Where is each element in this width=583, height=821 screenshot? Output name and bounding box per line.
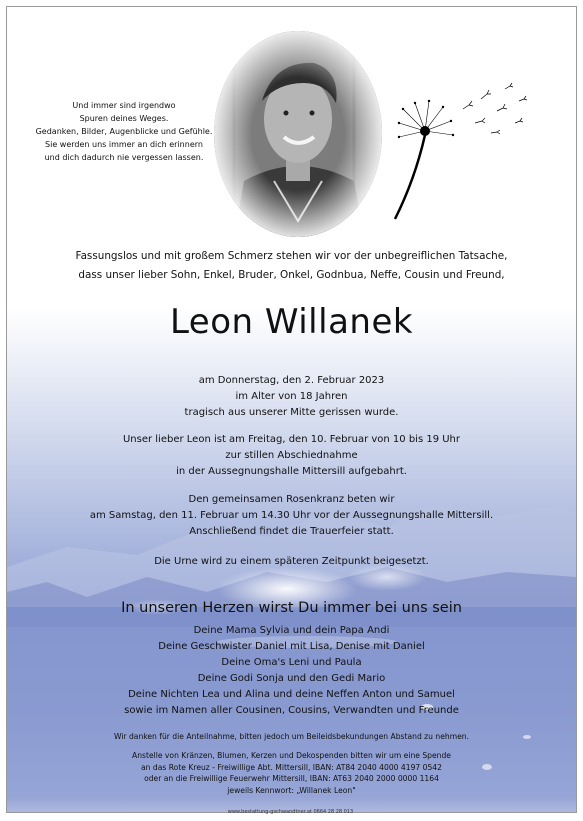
urn-paragraph bbox=[7, 554, 576, 570]
donation-line: jeweils Kennwort: „Willanek Leon" bbox=[227, 785, 356, 795]
paragraph-line: am Samstag, den 11. Februar um 14.30 Uhr vor der Aussegnungshalle Mittersill. bbox=[89, 510, 494, 521]
intro-text bbox=[7, 247, 576, 285]
family-line: sowie im Namen aller Cousinen, Cousins, Verwandten und Freunde bbox=[124, 705, 459, 716]
paragraph-line: Unser lieber Leon ist am Freitag, den 10. Februar von 10 bis 19 Uhr bbox=[122, 434, 461, 445]
family-list bbox=[7, 623, 576, 719]
rosary-paragraph bbox=[7, 492, 576, 540]
paragraph-line: im Alter von 18 Jahren bbox=[235, 391, 348, 402]
death-notice-paragraph bbox=[7, 373, 576, 421]
paragraph-line: Anschließend findet die Trauerfeier statt. bbox=[189, 526, 394, 537]
paragraph-line: tragisch aus unserer Mitte gerissen wurde. bbox=[184, 407, 399, 418]
donation-note bbox=[7, 750, 576, 796]
paragraph-line: in der Aussegnungshalle Mittersill aufgebahrt. bbox=[176, 466, 407, 477]
family-line: Deine Geschwister Daniel mit Lisa, Denise mit Daniel bbox=[158, 641, 425, 652]
viewing-paragraph bbox=[7, 432, 576, 480]
paragraph-line: zur stillen Abschiednahme bbox=[225, 450, 358, 461]
obituary-card bbox=[6, 6, 577, 813]
donation-line: oder an die Freiwillige Feuerwehr Mittersill, IBAN: AT63 2040 2000 0000 1164 bbox=[144, 774, 439, 783]
donation-line: an das Rote Kreuz - Freiwillige Abt. Mittersill, IBAN: AT84 2040 4000 4197 0542 bbox=[141, 762, 442, 772]
family-line: Deine Oma's Leni und Paula bbox=[221, 657, 362, 668]
family-line: Deine Godi Sonja und den Gedi Mario bbox=[197, 673, 386, 684]
paragraph-line: am Donnerstag, den 2. Februar 2023 bbox=[198, 375, 385, 386]
intro-line: Fassungslos und mit großem Schmerz stehen wir vor der unbegreiflichen Tatsache, bbox=[75, 250, 508, 262]
poem-line: Sie werden uns immer an dich erinnern bbox=[45, 140, 203, 149]
portrait-photo bbox=[214, 31, 382, 237]
poem-line: und dich dadurch nie vergessen lassen. bbox=[44, 153, 204, 162]
paragraph-line: Den gemeinsamen Rosenkranz beten wir bbox=[188, 494, 395, 505]
dandelion-illustration bbox=[385, 79, 535, 224]
memorial-motto: In unseren Herzen wirst Du immer bei uns sein bbox=[121, 600, 462, 616]
family-line: Deine Nichten Lea und Alina und deine Neffen Anton und Samuel bbox=[128, 689, 455, 700]
poem-line: Spuren deines Weges. bbox=[79, 114, 169, 123]
footer-contact: www.bestattung-gschwandtner.at 0664 28 28 013 bbox=[227, 809, 354, 815]
poem-line: Gedanken, Bilder, Augenblicke und Gefühle. bbox=[35, 127, 213, 136]
thanks-note: Wir danken für die Anteilnahme, bitten jedoch um Beileidsbekundungen Abstand zu nehmen. bbox=[113, 732, 469, 741]
poem-line: Und immer sind irgendwo bbox=[72, 101, 176, 110]
deceased-name: Leon Willanek bbox=[169, 302, 414, 342]
poem bbox=[29, 99, 219, 164]
family-line: Deine Mama Sylvia und dein Papa Andi bbox=[193, 625, 390, 636]
intro-line: dass unser lieber Sohn, Enkel, Bruder, Onkel, Godnbua, Neffe, Cousin und Freund, bbox=[78, 269, 505, 281]
donation-line: Anstelle von Kränzen, Blumen, Kerzen und Dekospenden bitten wir um eine Spende bbox=[132, 751, 451, 760]
paragraph-line: Die Urne wird zu einem späteren Zeitpunkt beigesetzt. bbox=[154, 556, 429, 567]
